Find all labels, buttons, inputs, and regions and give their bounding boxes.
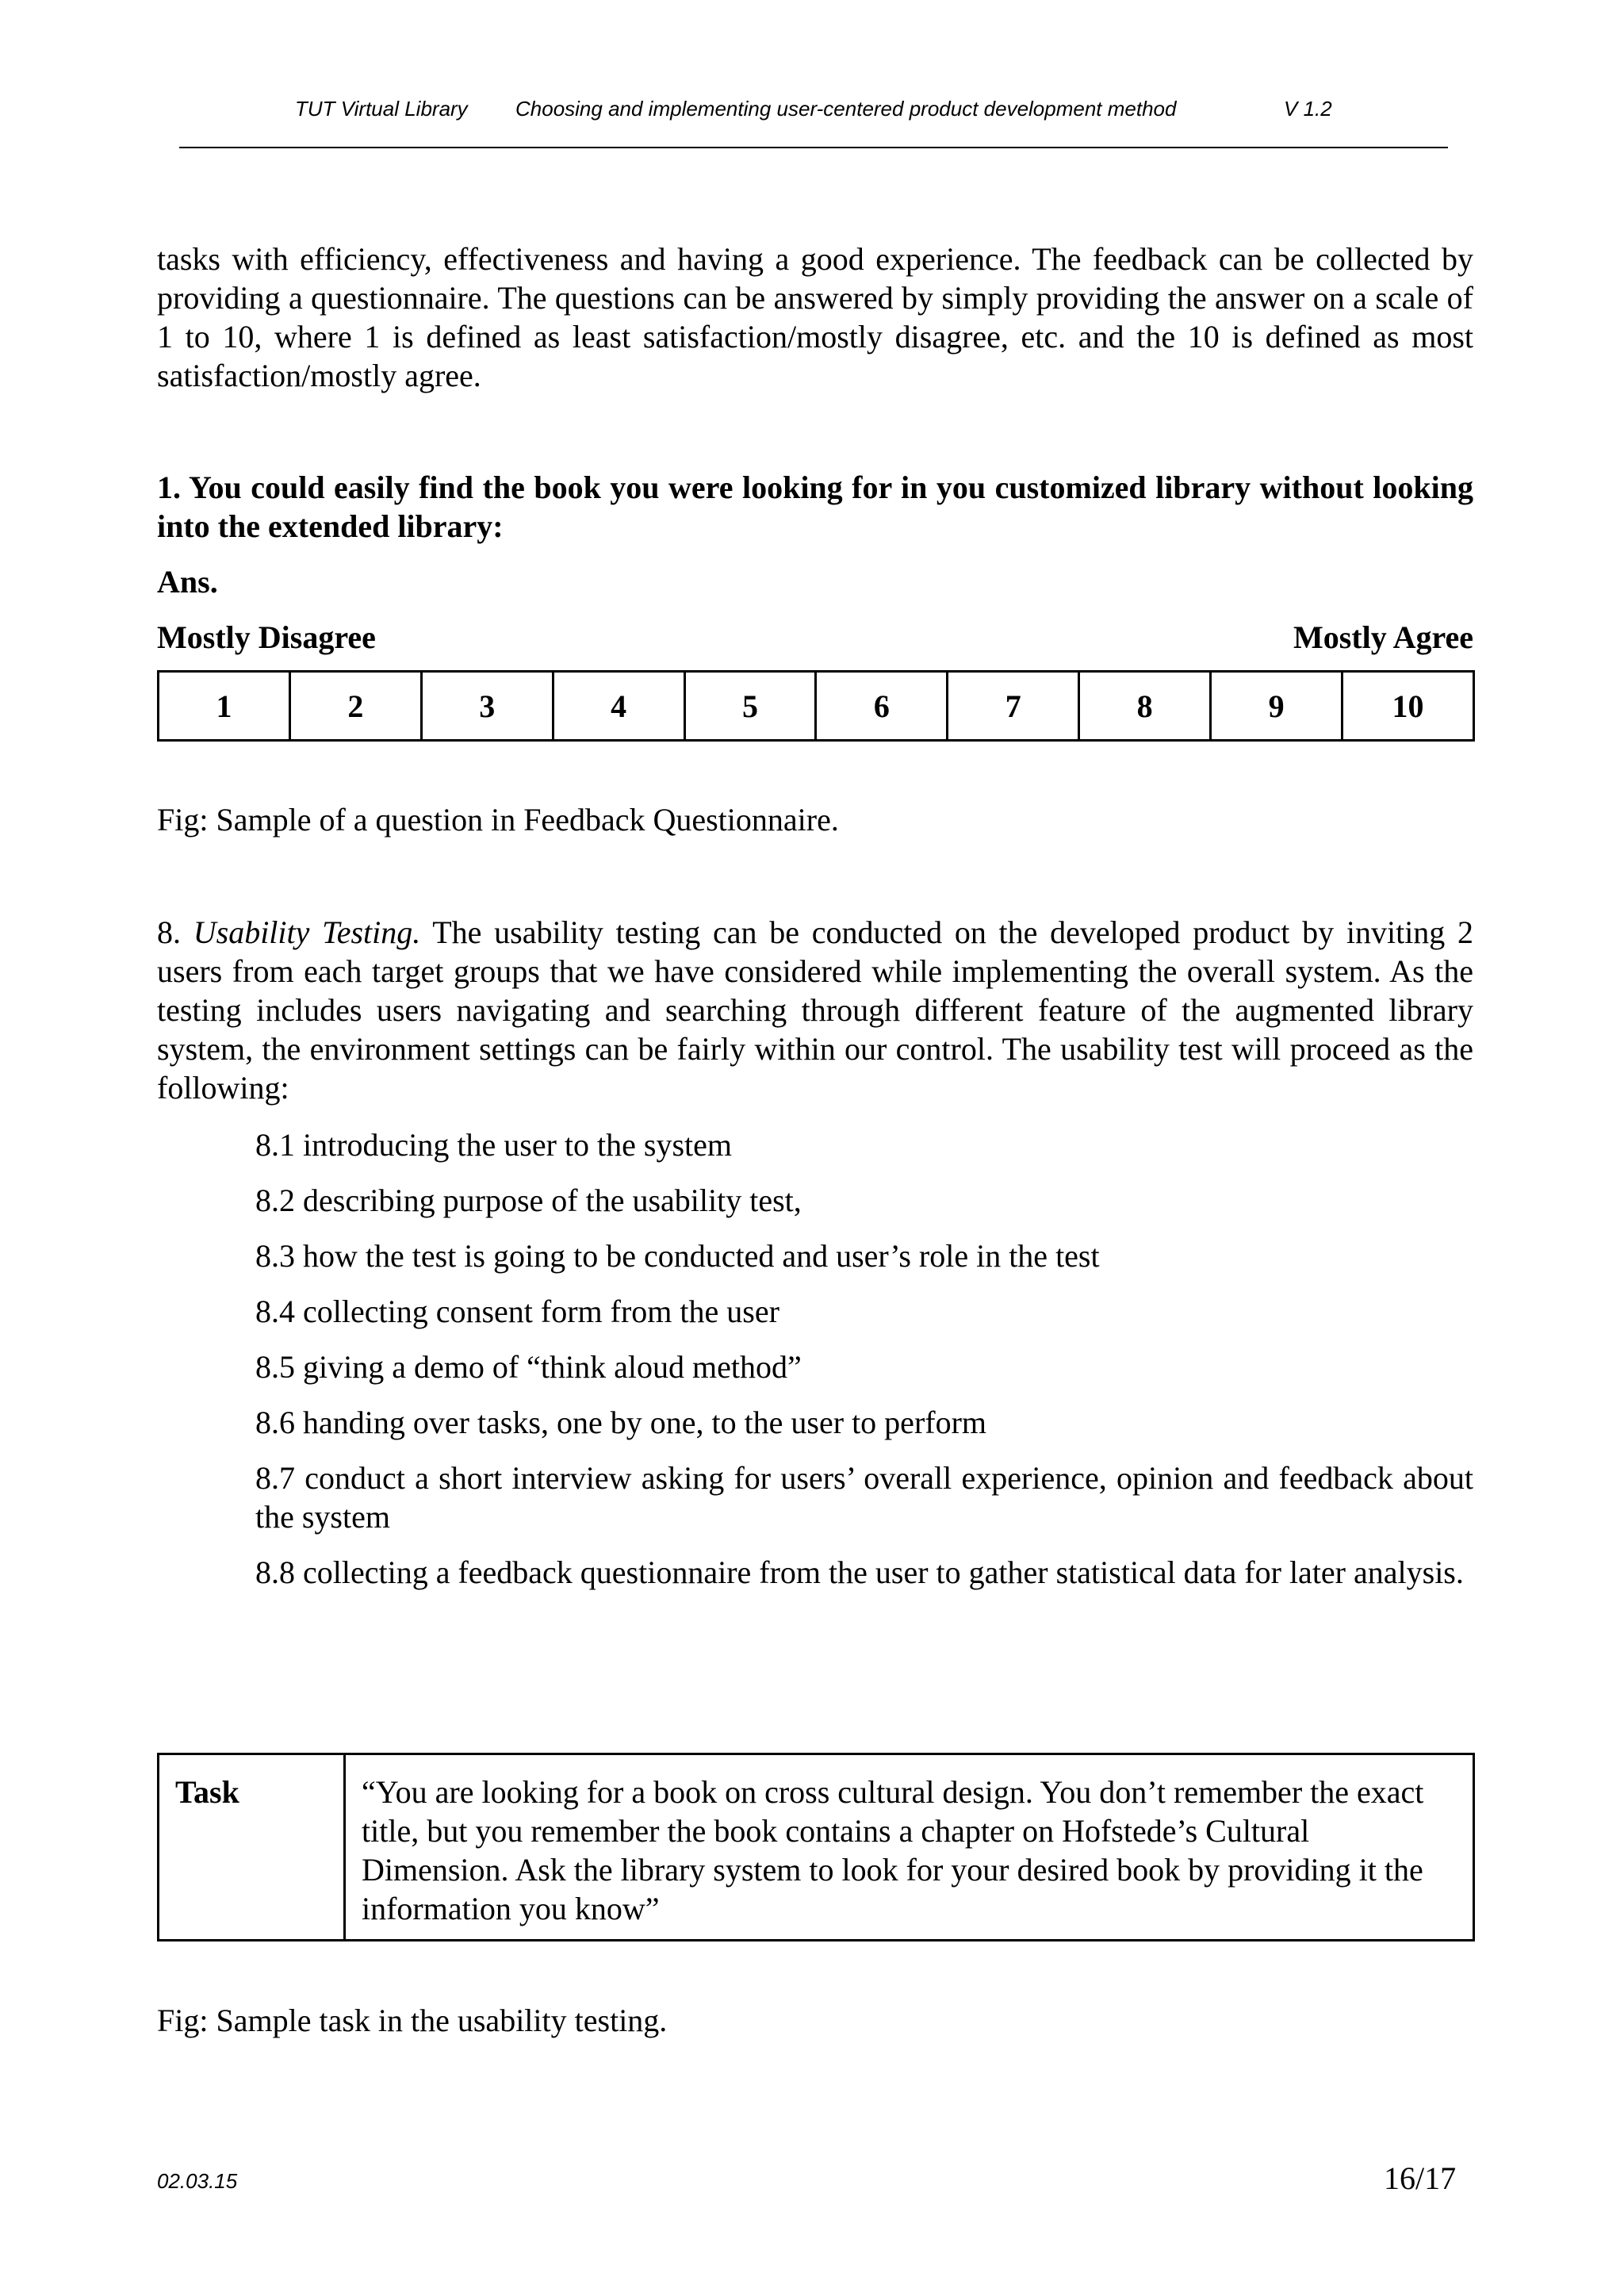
figure-caption-questionnaire: Fig: Sample of a question in Feedback Questionnaire. — [157, 802, 839, 838]
scale-cell: 3 — [421, 672, 553, 741]
usability-paragraph — [157, 913, 1473, 1107]
scale-cell: 10 — [1342, 672, 1474, 741]
scale-cell: 2 — [289, 672, 421, 741]
scale-cell: 6 — [816, 672, 948, 741]
scale-cell: 4 — [553, 672, 684, 741]
task-label: Task — [159, 1754, 345, 1941]
scale-right-label: Mostly Agree — [1293, 619, 1473, 655]
page-number: 16/17 — [1384, 2160, 1457, 2196]
header-version: V 1.2 — [1284, 97, 1332, 121]
answer-label: Ans. — [157, 564, 218, 600]
intro-paragraph: tasks with efficiency, effectiveness and having a good experience. The feedback can be collected by providing a questionnaire. The questions can be answered by simply providing the answer on a scale of 1 to 10, where 1 is defined as least satisfaction/mostly disagree, etc. and the 10 is defined as most satisfaction/mostly agree. — [157, 241, 1473, 393]
footer-date: 02.03.15 — [157, 2169, 238, 2193]
rating-scale-row — [159, 672, 1474, 741]
usability-text: The usability testing can be conducted on the developed product by inviting 2 users from each target groups that we have considered while implementing the overall system. As the testing includes users navigating and searching through different feature of the augmented library system, the environment settings can be fairly within our control. The usability test will proceed as the following: — [157, 914, 1474, 1106]
list-item: 8.4 collecting consent form from the user — [255, 1294, 779, 1329]
scale-cell: 9 — [1211, 672, 1342, 741]
rating-scale-table — [157, 670, 1475, 742]
list-item: 8.2 describing purpose of the usability test, — [255, 1182, 802, 1218]
list-item: 8.6 handing over tasks, one by one, to the user to perform — [255, 1405, 987, 1440]
list-item: 8.1 introducing the user to the system — [255, 1127, 733, 1163]
scale-cell: 7 — [948, 672, 1079, 741]
list-item: 8.7 conduct a short interview asking for users’ overall experience, opinion and feedback about the system — [255, 1460, 1473, 1535]
section-number: 8. — [157, 914, 181, 950]
header-divider — [179, 147, 1448, 148]
section-heading: Usability Testing. — [193, 914, 421, 950]
list-item: 8.5 giving a demo of “think aloud method” — [255, 1349, 802, 1385]
question-text: 1. You could easily find the book you were looking for in you customized library without looking into the extended library: — [157, 470, 1473, 544]
scale-cell: 1 — [159, 672, 290, 741]
scale-cell: 5 — [684, 672, 816, 741]
list-item: 8.8 collecting a feedback questionnaire from the user to gather statistical data for later analysis. — [255, 1554, 1464, 1590]
header-title: Choosing and implementing user-centered product development method — [515, 97, 1177, 121]
scale-left-label: Mostly Disagree — [157, 619, 376, 655]
header-library: TUT Virtual Library — [295, 97, 468, 121]
task-description: “You are looking for a book on cross cultural design. You don’t remember the exact title, but you remember the book contains a chapter on Hofstede’s Cultural Dimension. Ask the library system to look for your desired book by providing it the information you know” — [345, 1754, 1474, 1941]
scale-cell: 8 — [1079, 672, 1211, 741]
list-item: 8.3 how the test is going to be conducted and user’s role in the test — [255, 1238, 1100, 1274]
task-row — [159, 1754, 1474, 1941]
figure-caption-task: Fig: Sample task in the usability testing. — [157, 2003, 668, 2038]
task-table — [157, 1753, 1475, 1941]
